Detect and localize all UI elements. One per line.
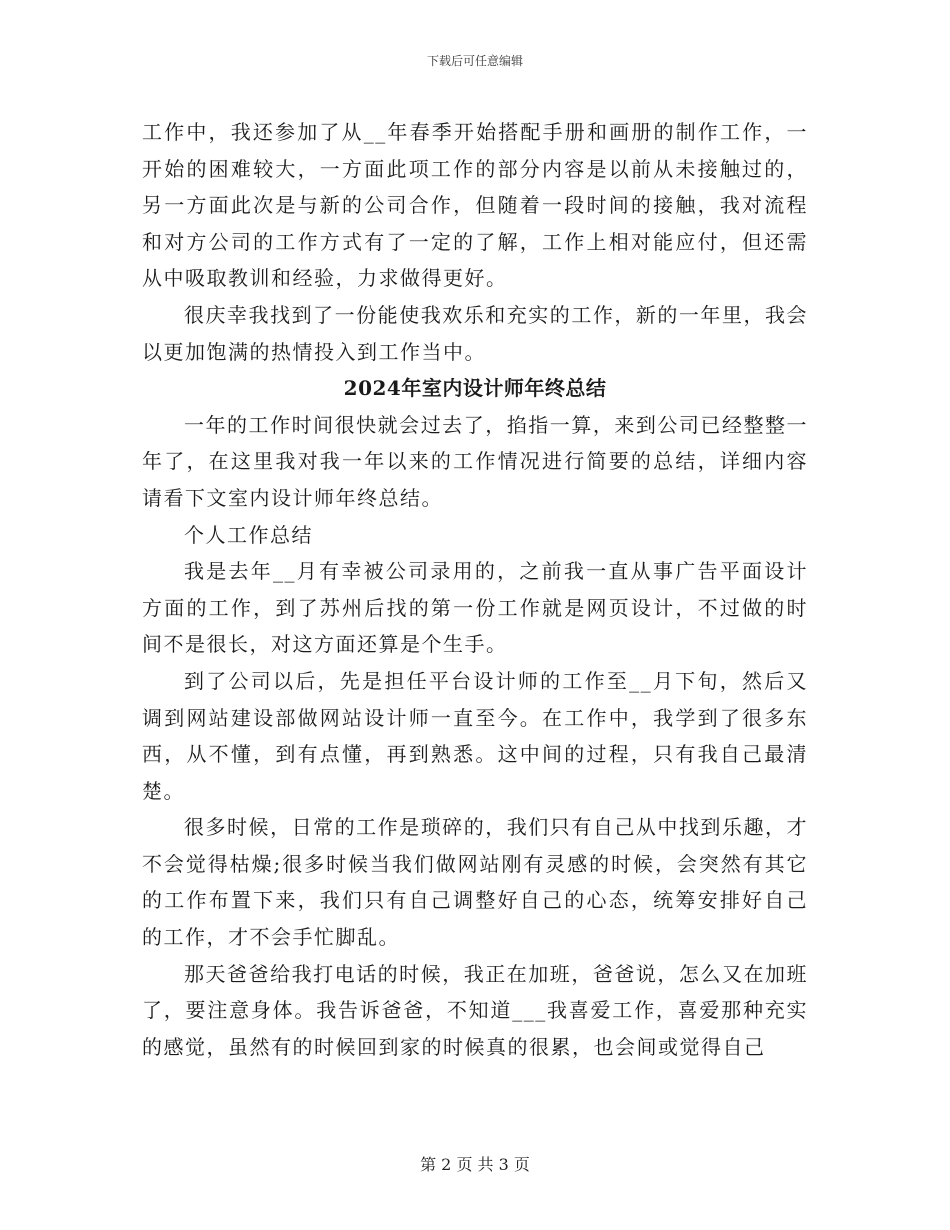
subheading: 个人工作总结 [184, 522, 313, 547]
page-footer: 第 2 页 共 3 页 [420, 1155, 530, 1174]
paragraph-7: 那天爸爸给我打电话的时候，我正在加班，爸爸说，怎么又在加班了，要注意身体。我告诉爸爸，不知道___我喜爱工作，喜爱那种充实的感觉，虽然有的时候回到家的时候真的很累，也会间或觉得自己 [142, 961, 808, 1059]
paragraph-4: 我是去年__月有幸被公司录用的，之前我一直从事广告平面设计方面的工作，到了苏州后找的第一份工作就是网页设计，不过做的时间不是很长，对这方面还算是个生手。 [142, 559, 808, 657]
document-body [142, 114, 808, 1065]
paragraph-2: 很庆幸我找到了一份能使我欢乐和充实的工作，新的一年里，我会以更加饱满的热情投入到工作当中。 [142, 302, 808, 364]
section-title: 2024年室内设计师年终总结 [343, 376, 607, 401]
paragraph-1: 工作中，我还参加了从__年春季开始搭配手册和画册的制作工作，一开始的困难较大，一方面此项工作的部分内容是以前从未接触过的，另一方面此次是与新的公司合作，但随着一段时间的接触，我对流程和对方公司的工作方式有了一定的了解，工作上相对能应付，但还需从中吸取教训和经验，力求做得更好。 [142, 120, 808, 291]
paragraph-3: 一年的工作时间很快就会过去了，掐指一算，来到公司已经整整一年了，在这里我对我一年以来的工作情况进行简要的总结，详细内容请看下文室内设计师年终总结。 [142, 412, 808, 510]
page-header: 下载后可任意编辑 [426, 54, 523, 68]
paragraph-5: 到了公司以后，先是担任平台设计师的工作至__月下旬，然后又调到网站建设部做网站设计师一直至今。在工作中，我学到了很多东西，从不懂，到有点懂，再到熟悉。这中间的过程，只有我自己最清楚。 [142, 668, 808, 803]
paragraph-6: 很多时候，日常的工作是琐碎的，我们只有自己从中找到乐趣，才不会觉得枯燥;很多时候当我们做网站刚有灵感的时候，会突然有其它的工作布置下来，我们只有自己调整好自己的心态，统筹安排好自己的工作，才不会手忙脚乱。 [142, 815, 808, 950]
